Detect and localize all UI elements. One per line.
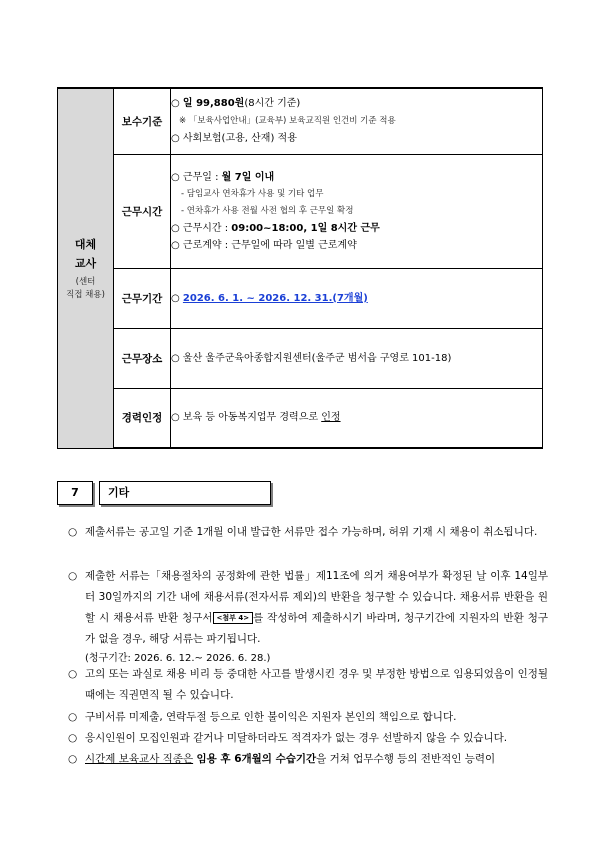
career-value-underlined: 인정 <box>321 412 341 424</box>
claim-period-note: (청구기간: 2026. 6. 12.~ 2026. 6. 28.) <box>85 653 271 664</box>
section-title: 기타 <box>99 481 271 505</box>
bullet-mark: ○ <box>68 526 78 538</box>
bullet-mark: ○ <box>68 570 78 582</box>
bullet-mark: ○ <box>171 412 180 424</box>
contract-text: 근로계약 : 근무일에 따라 일별 근로계약 <box>182 239 357 251</box>
role-sub-line1: (센터 <box>75 276 96 287</box>
insurance-text: 사회보험(고용, 산재) 적용 <box>182 133 297 145</box>
role-cell <box>58 88 114 448</box>
bullet-mark: ○ <box>68 668 78 680</box>
role-sub <box>58 276 113 302</box>
section-number: 7 <box>57 481 93 505</box>
role-line2: 교사 <box>74 256 97 270</box>
career-row <box>58 388 543 448</box>
probation-subject: 시간제 보육교사 직종은 <box>85 753 194 765</box>
role-sub-line2: 직접 채용) <box>66 289 105 300</box>
bullet-mark: ○ <box>171 292 180 304</box>
worktime-value: 09:00~18:00, 1일 8시간 근무 <box>231 222 380 234</box>
period-label: 근무기간 <box>114 268 171 328</box>
worktime-prefix: 근무시간 : <box>182 222 232 234</box>
pay-row <box>58 88 543 154</box>
list-item <box>68 566 548 650</box>
hours-label: 근무시간 <box>114 154 171 268</box>
probation-period: 임용 후 6개월의 수습기간 <box>196 753 317 765</box>
list-item <box>68 728 548 749</box>
bullet-text: 응시인원이 모집인원과 같거나 미달하더라도 적격자가 없는 경우 선발하지 않을 수 있습니다. <box>85 732 508 744</box>
career-label: 경력인정 <box>114 388 171 448</box>
bullet-mark: ○ <box>171 352 180 364</box>
period-link[interactable]: 2026. 6. 1. ~ 2026. 12. 31.(7개월) <box>182 292 368 304</box>
hours-content <box>171 154 543 268</box>
place-label: 근무장소 <box>114 328 171 388</box>
return-text-a: 제출한 서류는「채용절차의 공정화에 관한 법률」제11조에 의거 채용여부가 확정된 날 이후 14일부터 30일까지의 기간 내에 채용서류(전자서류 제외)의 반환을 청구할 수 있습니다. 채용서류 반환을 원할 시 채용서류 반환 청구서 <box>85 570 548 624</box>
hours-row <box>58 154 543 268</box>
bullet-mark: ○ <box>171 239 180 251</box>
return-text-b: 를 작성하여 제출하시기 바라며, 청구기간에 지원자의 반환 청구가 없을 경우, 해당 서류는 파기됩니다. <box>85 612 548 645</box>
pay-amount-suffix: (8시간 기준) <box>244 98 301 110</box>
bullet-text: 구비서류 미제출, 연락두절 등으로 인한 불이익은 지원자 본인의 책임으로 합니다. <box>85 711 457 723</box>
pay-note: ※ 「보육사업안내」(교육부) 보육교직원 인건비 기준 적용 <box>179 116 396 127</box>
bullet-text: 고의 또는 과실로 채용 비리 등 중대한 사고를 발생시킨 경우 및 부정한 방법으로 임용되었음이 인정될 때에는 직권면직 될 수 있습니다. <box>85 668 548 701</box>
workday-prefix: 근무일 : <box>182 171 222 183</box>
bullet-mark: ○ <box>171 133 180 145</box>
list-item <box>68 749 548 770</box>
place-content <box>171 328 543 388</box>
bullet-mark: ○ <box>171 222 180 234</box>
bullet-mark: ○ <box>171 171 180 183</box>
attachment-box: <첨부 4> <box>213 612 254 624</box>
place-value: 울산 울주군육아종합지원센터(울주군 범서읍 구영로 101-18) <box>182 352 452 364</box>
career-content <box>171 388 543 448</box>
bullet-text <box>85 566 548 650</box>
bullet-mark: ○ <box>68 711 78 723</box>
bullet-mark: ○ <box>68 732 78 744</box>
list-item <box>68 664 548 706</box>
bullet-mark: ○ <box>171 98 180 110</box>
pay-content <box>171 88 543 154</box>
pay-amount: 일 99,880원 <box>182 98 245 110</box>
probation-rest: 을 거쳐 업무수행 등의 전반적인 능력이 <box>316 753 496 765</box>
bullet-mark: ○ <box>68 753 78 765</box>
period-row <box>58 268 543 328</box>
place-row <box>58 328 543 388</box>
list-item <box>68 522 548 543</box>
pay-label: 보수기준 <box>114 88 171 154</box>
career-value: 보육 등 아동복지업무 경력으로 <box>182 412 322 424</box>
role-line1: 대체 <box>74 237 97 251</box>
employment-info-table <box>57 87 543 449</box>
workday-value: 월 7일 이내 <box>221 171 275 183</box>
hours-sub2: - 연차휴가 사용 전월 사전 협의 후 근무일 확정 <box>181 205 354 216</box>
bullet-text <box>85 749 548 770</box>
list-item <box>68 707 548 728</box>
period-content <box>171 268 543 328</box>
bullet-text: 제출서류는 공고일 기준 1개월 이내 발급한 서류만 접수 가능하며, 허위 기재 시 채용이 취소됩니다. <box>85 526 538 538</box>
hours-sub1: - 담임교사 연차휴가 사용 및 기타 업무 <box>181 188 324 199</box>
